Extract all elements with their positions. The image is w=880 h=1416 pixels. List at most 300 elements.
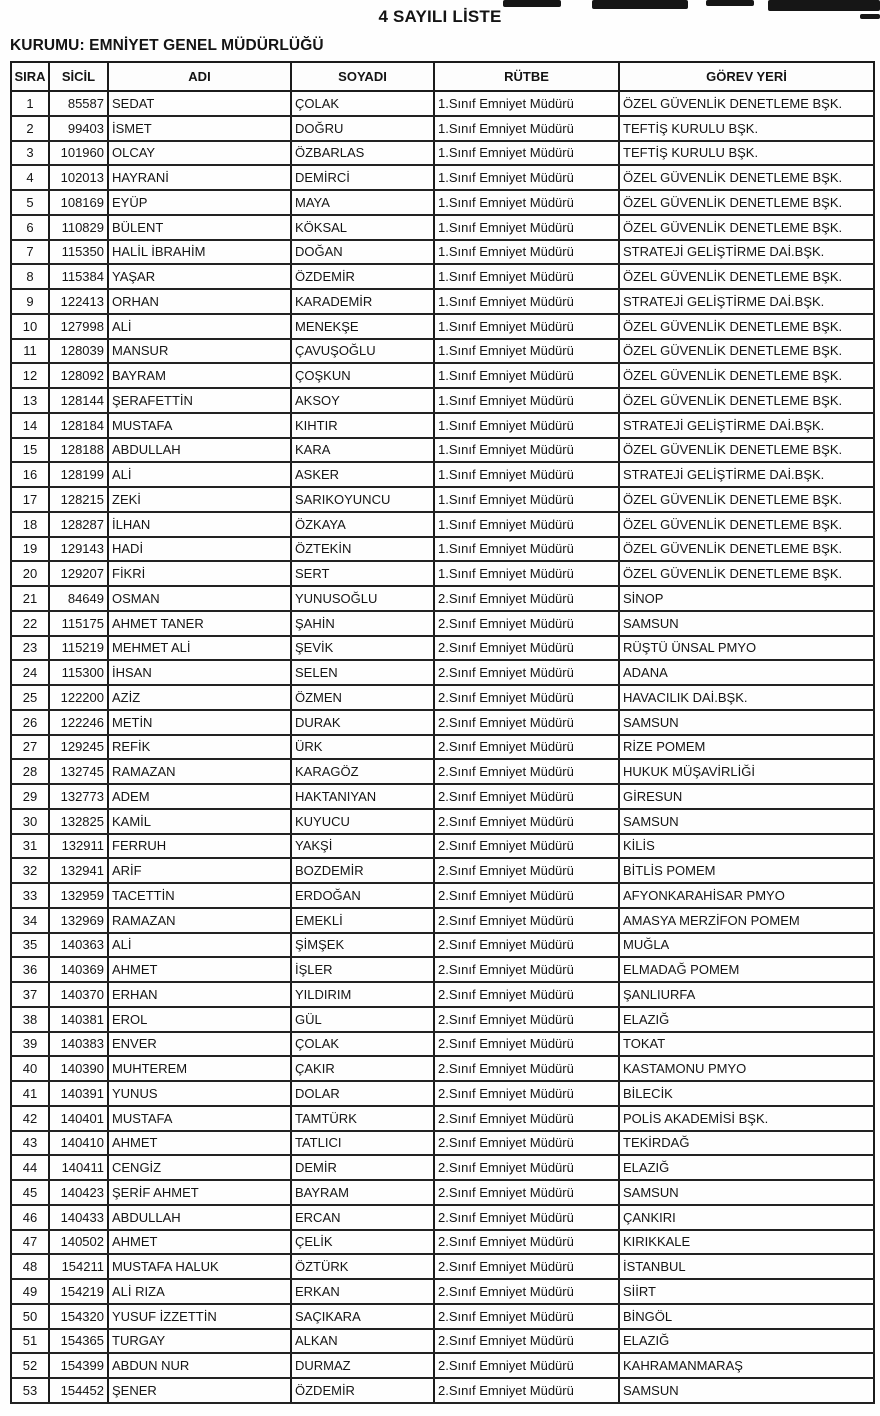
cell-soyadi: AKSOY bbox=[291, 388, 434, 413]
cell-rutbe: 1.Sınıf Emniyet Müdürü bbox=[434, 339, 619, 364]
table-row bbox=[11, 165, 874, 190]
cell-gorev-yeri: ELAZIĞ bbox=[619, 1155, 874, 1180]
cell-sira: 42 bbox=[11, 1106, 49, 1131]
cell-rutbe: 2.Sınıf Emniyet Müdürü bbox=[434, 1032, 619, 1057]
cell-soyadi: ERCAN bbox=[291, 1205, 434, 1230]
cell-sicil: 140390 bbox=[49, 1056, 108, 1081]
cell-sira: 13 bbox=[11, 388, 49, 413]
cell-rutbe: 2.Sınıf Emniyet Müdürü bbox=[434, 660, 619, 685]
cell-gorev-yeri: BİTLİS POMEM bbox=[619, 858, 874, 883]
cell-soyadi: YILDIRIM bbox=[291, 982, 434, 1007]
cell-adi: ADEM bbox=[108, 784, 291, 809]
cell-rutbe: 1.Sınıf Emniyet Müdürü bbox=[434, 141, 619, 166]
cell-rutbe: 2.Sınıf Emniyet Müdürü bbox=[434, 1155, 619, 1180]
cell-adi: ZEKİ bbox=[108, 487, 291, 512]
cell-sicil: 154399 bbox=[49, 1353, 108, 1378]
cell-soyadi: DOLAR bbox=[291, 1081, 434, 1106]
cell-gorev-yeri: GİRESUN bbox=[619, 784, 874, 809]
cell-sira: 9 bbox=[11, 289, 49, 314]
cell-adi: HADİ bbox=[108, 537, 291, 562]
cell-adi: HAYRANİ bbox=[108, 165, 291, 190]
cell-gorev-yeri: KİLİS bbox=[619, 834, 874, 859]
cell-soyadi: MENEKŞE bbox=[291, 314, 434, 339]
table-row bbox=[11, 660, 874, 685]
cell-gorev-yeri: POLİS AKADEMİSİ BŞK. bbox=[619, 1106, 874, 1131]
cell-soyadi: ERKAN bbox=[291, 1279, 434, 1304]
cell-sicil: 132959 bbox=[49, 883, 108, 908]
cell-sicil: 132745 bbox=[49, 759, 108, 784]
cell-soyadi: GÜL bbox=[291, 1007, 434, 1032]
table-row bbox=[11, 1155, 874, 1180]
cell-gorev-yeri: SİNOP bbox=[619, 586, 874, 611]
cell-adi: ARİF bbox=[108, 858, 291, 883]
cell-sira: 33 bbox=[11, 883, 49, 908]
cell-sira: 29 bbox=[11, 784, 49, 809]
cell-gorev-yeri: ŞANLIURFA bbox=[619, 982, 874, 1007]
cell-rutbe: 1.Sınıf Emniyet Müdürü bbox=[434, 116, 619, 141]
cell-gorev-yeri: RİZE POMEM bbox=[619, 735, 874, 760]
cell-sicil: 132941 bbox=[49, 858, 108, 883]
cell-gorev-yeri: HUKUK MÜŞAVİRLİĞİ bbox=[619, 759, 874, 784]
cell-soyadi: DOĞAN bbox=[291, 240, 434, 265]
cell-sicil: 140401 bbox=[49, 1106, 108, 1131]
cell-soyadi: İŞLER bbox=[291, 957, 434, 982]
cell-soyadi: ŞEVİK bbox=[291, 636, 434, 661]
cell-rutbe: 2.Sınıf Emniyet Müdürü bbox=[434, 735, 619, 760]
table-row bbox=[11, 413, 874, 438]
table-row bbox=[11, 1032, 874, 1057]
cell-sicil: 140391 bbox=[49, 1081, 108, 1106]
cell-sira: 27 bbox=[11, 735, 49, 760]
cell-soyadi: ÖZKAYA bbox=[291, 512, 434, 537]
cell-gorev-yeri: ÖZEL GÜVENLİK DENETLEME BŞK. bbox=[619, 537, 874, 562]
cell-gorev-yeri: İSTANBUL bbox=[619, 1254, 874, 1279]
cell-sicil: 84649 bbox=[49, 586, 108, 611]
table-row bbox=[11, 1304, 874, 1329]
table-row bbox=[11, 1180, 874, 1205]
cell-sicil: 154452 bbox=[49, 1378, 108, 1403]
cell-soyadi: KARAGÖZ bbox=[291, 759, 434, 784]
cell-gorev-yeri: SAMSUN bbox=[619, 1378, 874, 1403]
cell-sira: 40 bbox=[11, 1056, 49, 1081]
cell-adi: ORHAN bbox=[108, 289, 291, 314]
cell-sira: 25 bbox=[11, 685, 49, 710]
cell-sira: 41 bbox=[11, 1081, 49, 1106]
page-title: 4 SAYILI LİSTE bbox=[378, 7, 502, 26]
cell-soyadi: TAMTÜRK bbox=[291, 1106, 434, 1131]
cell-sira: 37 bbox=[11, 982, 49, 1007]
cell-sira: 3 bbox=[11, 141, 49, 166]
cell-gorev-yeri: BİNGÖL bbox=[619, 1304, 874, 1329]
cell-soyadi: YUNUSOĞLU bbox=[291, 586, 434, 611]
cell-sira: 30 bbox=[11, 809, 49, 834]
cell-sira: 20 bbox=[11, 561, 49, 586]
table-row bbox=[11, 834, 874, 859]
cell-adi: OLCAY bbox=[108, 141, 291, 166]
table-row bbox=[11, 561, 874, 586]
cell-adi: AHMET bbox=[108, 1230, 291, 1255]
cell-soyadi: ÇAKIR bbox=[291, 1056, 434, 1081]
cell-gorev-yeri: HAVACILIK DAİ.BŞK. bbox=[619, 685, 874, 710]
table-row bbox=[11, 611, 874, 636]
cell-sira: 4 bbox=[11, 165, 49, 190]
cell-gorev-yeri: AMASYA MERZİFON POMEM bbox=[619, 908, 874, 933]
cell-soyadi: EMEKLİ bbox=[291, 908, 434, 933]
cell-soyadi: HAKTANIYAN bbox=[291, 784, 434, 809]
cell-sicil: 115219 bbox=[49, 636, 108, 661]
cell-sicil: 140381 bbox=[49, 1007, 108, 1032]
cell-sicil: 115175 bbox=[49, 611, 108, 636]
table-row bbox=[11, 858, 874, 883]
cell-sicil: 128188 bbox=[49, 438, 108, 463]
cell-adi: ENVER bbox=[108, 1032, 291, 1057]
table-row bbox=[11, 908, 874, 933]
cell-sira: 52 bbox=[11, 1353, 49, 1378]
scan-artifact bbox=[503, 0, 561, 7]
table-row bbox=[11, 1254, 874, 1279]
cell-adi: ALİ bbox=[108, 933, 291, 958]
table-row bbox=[11, 586, 874, 611]
cell-gorev-yeri: ÖZEL GÜVENLİK DENETLEME BŞK. bbox=[619, 190, 874, 215]
table-row bbox=[11, 982, 874, 1007]
cell-gorev-yeri: ELMADAĞ POMEM bbox=[619, 957, 874, 982]
cell-gorev-yeri: SİİRT bbox=[619, 1279, 874, 1304]
cell-gorev-yeri: ÖZEL GÜVENLİK DENETLEME BŞK. bbox=[619, 388, 874, 413]
cell-gorev-yeri: TOKAT bbox=[619, 1032, 874, 1057]
cell-adi: AHMET bbox=[108, 957, 291, 982]
cell-adi: MUSTAFA HALUK bbox=[108, 1254, 291, 1279]
cell-sira: 22 bbox=[11, 611, 49, 636]
cell-adi: FİKRİ bbox=[108, 561, 291, 586]
cell-rutbe: 1.Sınıf Emniyet Müdürü bbox=[434, 438, 619, 463]
cell-adi: MANSUR bbox=[108, 339, 291, 364]
cell-soyadi: ÖZTÜRK bbox=[291, 1254, 434, 1279]
cell-adi: OSMAN bbox=[108, 586, 291, 611]
cell-rutbe: 2.Sınıf Emniyet Müdürü bbox=[434, 1304, 619, 1329]
cell-adi: AZİZ bbox=[108, 685, 291, 710]
cell-sira: 16 bbox=[11, 462, 49, 487]
cell-sicil: 140363 bbox=[49, 933, 108, 958]
cell-gorev-yeri: STRATEJİ GELİŞTİRME DAİ.BŞK. bbox=[619, 240, 874, 265]
cell-sicil: 140411 bbox=[49, 1155, 108, 1180]
cell-adi: ABDUN NUR bbox=[108, 1353, 291, 1378]
cell-gorev-yeri: STRATEJİ GELİŞTİRME DAİ.BŞK. bbox=[619, 413, 874, 438]
cell-adi: İLHAN bbox=[108, 512, 291, 537]
table-row bbox=[11, 1007, 874, 1032]
cell-adi: BAYRAM bbox=[108, 363, 291, 388]
table-row bbox=[11, 388, 874, 413]
cell-sira: 44 bbox=[11, 1155, 49, 1180]
column-header-gorev-yeri: GÖREV YERİ bbox=[619, 62, 874, 91]
cell-sira: 19 bbox=[11, 537, 49, 562]
table-body bbox=[11, 91, 874, 1403]
cell-soyadi: ÖZMEN bbox=[291, 685, 434, 710]
cell-sicil: 128287 bbox=[49, 512, 108, 537]
cell-gorev-yeri: ÖZEL GÜVENLİK DENETLEME BŞK. bbox=[619, 561, 874, 586]
cell-sicil: 132773 bbox=[49, 784, 108, 809]
cell-sicil: 128184 bbox=[49, 413, 108, 438]
cell-sicil: 122200 bbox=[49, 685, 108, 710]
cell-gorev-yeri: ÖZEL GÜVENLİK DENETLEME BŞK. bbox=[619, 165, 874, 190]
column-header-sicil: SİCİL bbox=[49, 62, 108, 91]
cell-sira: 53 bbox=[11, 1378, 49, 1403]
cell-gorev-yeri: KIRIKKALE bbox=[619, 1230, 874, 1255]
institution-line: KURUMU: EMNİYET GENEL MÜDÜRLÜĞÜ bbox=[10, 37, 324, 54]
table-row bbox=[11, 91, 874, 116]
cell-gorev-yeri: ÖZEL GÜVENLİK DENETLEME BŞK. bbox=[619, 91, 874, 116]
cell-adi: ALİ bbox=[108, 462, 291, 487]
cell-soyadi: KIHTIR bbox=[291, 413, 434, 438]
table-row bbox=[11, 735, 874, 760]
cell-sicil: 115350 bbox=[49, 240, 108, 265]
cell-rutbe: 2.Sınıf Emniyet Müdürü bbox=[434, 858, 619, 883]
table-row bbox=[11, 512, 874, 537]
table-row bbox=[11, 1205, 874, 1230]
cell-soyadi: YAKŞİ bbox=[291, 834, 434, 859]
table-row bbox=[11, 1279, 874, 1304]
cell-sira: 43 bbox=[11, 1131, 49, 1156]
cell-sicil: 128039 bbox=[49, 339, 108, 364]
cell-sicil: 85587 bbox=[49, 91, 108, 116]
cell-gorev-yeri: KAHRAMANMARAŞ bbox=[619, 1353, 874, 1378]
cell-adi: ŞENER bbox=[108, 1378, 291, 1403]
cell-sicil: 115300 bbox=[49, 660, 108, 685]
cell-sicil: 154219 bbox=[49, 1279, 108, 1304]
cell-rutbe: 1.Sınıf Emniyet Müdürü bbox=[434, 413, 619, 438]
cell-sira: 38 bbox=[11, 1007, 49, 1032]
cell-gorev-yeri: ÖZEL GÜVENLİK DENETLEME BŞK. bbox=[619, 339, 874, 364]
scan-artifact bbox=[768, 0, 880, 11]
scan-artifact bbox=[860, 14, 880, 19]
cell-rutbe: 2.Sınıf Emniyet Müdürü bbox=[434, 957, 619, 982]
cell-adi: CENGİZ bbox=[108, 1155, 291, 1180]
cell-rutbe: 2.Sınıf Emniyet Müdürü bbox=[434, 759, 619, 784]
cell-adi: TURGAY bbox=[108, 1329, 291, 1354]
cell-gorev-yeri: ÖZEL GÜVENLİK DENETLEME BŞK. bbox=[619, 314, 874, 339]
cell-adi: ABDULLAH bbox=[108, 438, 291, 463]
cell-gorev-yeri: TEFTİŞ KURULU BŞK. bbox=[619, 116, 874, 141]
cell-gorev-yeri: BİLECİK bbox=[619, 1081, 874, 1106]
cell-adi: YUNUS bbox=[108, 1081, 291, 1106]
table-row bbox=[11, 215, 874, 240]
cell-rutbe: 2.Sınıf Emniyet Müdürü bbox=[434, 784, 619, 809]
cell-soyadi: ÇOLAK bbox=[291, 1032, 434, 1057]
cell-sicil: 140433 bbox=[49, 1205, 108, 1230]
cell-soyadi: MAYA bbox=[291, 190, 434, 215]
cell-sira: 46 bbox=[11, 1205, 49, 1230]
cell-adi: EROL bbox=[108, 1007, 291, 1032]
cell-gorev-yeri: STRATEJİ GELİŞTİRME DAİ.BŞK. bbox=[619, 289, 874, 314]
cell-adi: HALİL İBRAHİM bbox=[108, 240, 291, 265]
cell-sira: 26 bbox=[11, 710, 49, 735]
cell-rutbe: 2.Sınıf Emniyet Müdürü bbox=[434, 1007, 619, 1032]
cell-rutbe: 1.Sınıf Emniyet Müdürü bbox=[434, 487, 619, 512]
cell-rutbe: 1.Sınıf Emniyet Müdürü bbox=[434, 512, 619, 537]
cell-sicil: 154211 bbox=[49, 1254, 108, 1279]
table-row bbox=[11, 809, 874, 834]
cell-soyadi: ŞİMŞEK bbox=[291, 933, 434, 958]
cell-soyadi: ÇELİK bbox=[291, 1230, 434, 1255]
cell-sicil: 128092 bbox=[49, 363, 108, 388]
cell-rutbe: 2.Sınıf Emniyet Müdürü bbox=[434, 1279, 619, 1304]
cell-adi: EYÜP bbox=[108, 190, 291, 215]
cell-adi: ABDULLAH bbox=[108, 1205, 291, 1230]
scan-artifact bbox=[592, 0, 688, 9]
cell-soyadi: SARIKOYUNCU bbox=[291, 487, 434, 512]
table-row bbox=[11, 462, 874, 487]
cell-rutbe: 2.Sınıf Emniyet Müdürü bbox=[434, 1131, 619, 1156]
cell-rutbe: 2.Sınıf Emniyet Müdürü bbox=[434, 908, 619, 933]
cell-gorev-yeri: SAMSUN bbox=[619, 710, 874, 735]
table-row bbox=[11, 933, 874, 958]
cell-sira: 10 bbox=[11, 314, 49, 339]
cell-sira: 6 bbox=[11, 215, 49, 240]
cell-adi: İSMET bbox=[108, 116, 291, 141]
column-header-adi: ADI bbox=[108, 62, 291, 91]
cell-soyadi: KARA bbox=[291, 438, 434, 463]
cell-sira: 18 bbox=[11, 512, 49, 537]
cell-gorev-yeri: RÜŞTÜ ÜNSAL PMYO bbox=[619, 636, 874, 661]
column-header-soyadi: SOYADI bbox=[291, 62, 434, 91]
cell-rutbe: 2.Sınıf Emniyet Müdürü bbox=[434, 1329, 619, 1354]
cell-rutbe: 2.Sınıf Emniyet Müdürü bbox=[434, 586, 619, 611]
cell-adi: ALİ bbox=[108, 314, 291, 339]
cell-gorev-yeri: ELAZIĞ bbox=[619, 1007, 874, 1032]
cell-sicil: 108169 bbox=[49, 190, 108, 215]
cell-rutbe: 2.Sınıf Emniyet Müdürü bbox=[434, 636, 619, 661]
cell-rutbe: 2.Sınıf Emniyet Müdürü bbox=[434, 1081, 619, 1106]
table-row bbox=[11, 141, 874, 166]
cell-sicil: 99403 bbox=[49, 116, 108, 141]
table-row bbox=[11, 1131, 874, 1156]
table-row bbox=[11, 685, 874, 710]
table-row bbox=[11, 314, 874, 339]
cell-adi: BÜLENT bbox=[108, 215, 291, 240]
cell-soyadi: DEMİRCİ bbox=[291, 165, 434, 190]
cell-gorev-yeri: AFYONKARAHİSAR PMYO bbox=[619, 883, 874, 908]
cell-rutbe: 2.Sınıf Emniyet Müdürü bbox=[434, 1056, 619, 1081]
cell-gorev-yeri: SAMSUN bbox=[619, 1180, 874, 1205]
cell-gorev-yeri: ÖZEL GÜVENLİK DENETLEME BŞK. bbox=[619, 215, 874, 240]
table-row bbox=[11, 1056, 874, 1081]
cell-gorev-yeri: SAMSUN bbox=[619, 809, 874, 834]
cell-rutbe: 2.Sınıf Emniyet Müdürü bbox=[434, 1106, 619, 1131]
cell-adi: RAMAZAN bbox=[108, 759, 291, 784]
cell-rutbe: 1.Sınıf Emniyet Müdürü bbox=[434, 388, 619, 413]
cell-sira: 31 bbox=[11, 834, 49, 859]
cell-adi: MUSTAFA bbox=[108, 1106, 291, 1131]
table-row bbox=[11, 636, 874, 661]
cell-soyadi: ÇAVUŞOĞLU bbox=[291, 339, 434, 364]
cell-gorev-yeri: ÖZEL GÜVENLİK DENETLEME BŞK. bbox=[619, 264, 874, 289]
cell-soyadi: ÖZBARLAS bbox=[291, 141, 434, 166]
cell-gorev-yeri: ADANA bbox=[619, 660, 874, 685]
cell-sicil: 101960 bbox=[49, 141, 108, 166]
table-header-row bbox=[11, 62, 874, 91]
cell-soyadi: DOĞRU bbox=[291, 116, 434, 141]
cell-adi: AHMET TANER bbox=[108, 611, 291, 636]
cell-rutbe: 1.Sınıf Emniyet Müdürü bbox=[434, 462, 619, 487]
cell-soyadi: ÜRK bbox=[291, 735, 434, 760]
cell-sira: 36 bbox=[11, 957, 49, 982]
cell-sicil: 122246 bbox=[49, 710, 108, 735]
cell-sira: 14 bbox=[11, 413, 49, 438]
cell-sicil: 154320 bbox=[49, 1304, 108, 1329]
cell-sira: 50 bbox=[11, 1304, 49, 1329]
cell-soyadi: KÖKSAL bbox=[291, 215, 434, 240]
cell-rutbe: 1.Sınıf Emniyet Müdürü bbox=[434, 165, 619, 190]
table-row bbox=[11, 1378, 874, 1403]
cell-adi: METİN bbox=[108, 710, 291, 735]
table-row bbox=[11, 487, 874, 512]
cell-rutbe: 2.Sınıf Emniyet Müdürü bbox=[434, 685, 619, 710]
cell-adi: MEHMET ALİ bbox=[108, 636, 291, 661]
cell-gorev-yeri: SAMSUN bbox=[619, 611, 874, 636]
cell-sira: 48 bbox=[11, 1254, 49, 1279]
cell-gorev-yeri: TEFTİŞ KURULU BŞK. bbox=[619, 141, 874, 166]
cell-gorev-yeri: TEKİRDAĞ bbox=[619, 1131, 874, 1156]
cell-rutbe: 2.Sınıf Emniyet Müdürü bbox=[434, 834, 619, 859]
cell-rutbe: 1.Sınıf Emniyet Müdürü bbox=[434, 537, 619, 562]
table-row bbox=[11, 957, 874, 982]
cell-soyadi: TATLICI bbox=[291, 1131, 434, 1156]
cell-soyadi: ŞAHİN bbox=[291, 611, 434, 636]
cell-rutbe: 1.Sınıf Emniyet Müdürü bbox=[434, 190, 619, 215]
cell-sira: 24 bbox=[11, 660, 49, 685]
cell-soyadi: ÖZTEKİN bbox=[291, 537, 434, 562]
cell-adi: ERHAN bbox=[108, 982, 291, 1007]
cell-sicil: 128199 bbox=[49, 462, 108, 487]
cell-sira: 1 bbox=[11, 91, 49, 116]
cell-sicil: 122413 bbox=[49, 289, 108, 314]
cell-adi: TACETTİN bbox=[108, 883, 291, 908]
cell-gorev-yeri: MUĞLA bbox=[619, 933, 874, 958]
cell-rutbe: 1.Sınıf Emniyet Müdürü bbox=[434, 91, 619, 116]
cell-sira: 35 bbox=[11, 933, 49, 958]
cell-sira: 39 bbox=[11, 1032, 49, 1057]
table-row bbox=[11, 1106, 874, 1131]
cell-adi: YAŞAR bbox=[108, 264, 291, 289]
cell-sicil: 115384 bbox=[49, 264, 108, 289]
cell-soyadi: SELEN bbox=[291, 660, 434, 685]
cell-rutbe: 2.Sınıf Emniyet Müdürü bbox=[434, 809, 619, 834]
cell-sira: 51 bbox=[11, 1329, 49, 1354]
cell-sicil: 140410 bbox=[49, 1131, 108, 1156]
cell-rutbe: 1.Sınıf Emniyet Müdürü bbox=[434, 215, 619, 240]
cell-soyadi: ÖZDEMİR bbox=[291, 1378, 434, 1403]
cell-soyadi: ALKAN bbox=[291, 1329, 434, 1354]
cell-gorev-yeri: ÖZEL GÜVENLİK DENETLEME BŞK. bbox=[619, 487, 874, 512]
cell-soyadi: ÇOLAK bbox=[291, 91, 434, 116]
cell-soyadi: SERT bbox=[291, 561, 434, 586]
cell-rutbe: 1.Sınıf Emniyet Müdürü bbox=[434, 240, 619, 265]
cell-rutbe: 1.Sınıf Emniyet Müdürü bbox=[434, 314, 619, 339]
cell-gorev-yeri: ÖZEL GÜVENLİK DENETLEME BŞK. bbox=[619, 363, 874, 388]
table-row bbox=[11, 116, 874, 141]
cell-sicil: 127998 bbox=[49, 314, 108, 339]
cell-adi: YUSUF İZZETTİN bbox=[108, 1304, 291, 1329]
cell-rutbe: 1.Sınıf Emniyet Müdürü bbox=[434, 289, 619, 314]
table-row bbox=[11, 190, 874, 215]
cell-soyadi: KARADEMİR bbox=[291, 289, 434, 314]
table-row bbox=[11, 759, 874, 784]
cell-rutbe: 1.Sınıf Emniyet Müdürü bbox=[434, 264, 619, 289]
cell-adi: ALİ RIZA bbox=[108, 1279, 291, 1304]
cell-sicil: 140383 bbox=[49, 1032, 108, 1057]
cell-adi: ŞERAFETTİN bbox=[108, 388, 291, 413]
cell-soyadi: BAYRAM bbox=[291, 1180, 434, 1205]
cell-sira: 32 bbox=[11, 858, 49, 883]
